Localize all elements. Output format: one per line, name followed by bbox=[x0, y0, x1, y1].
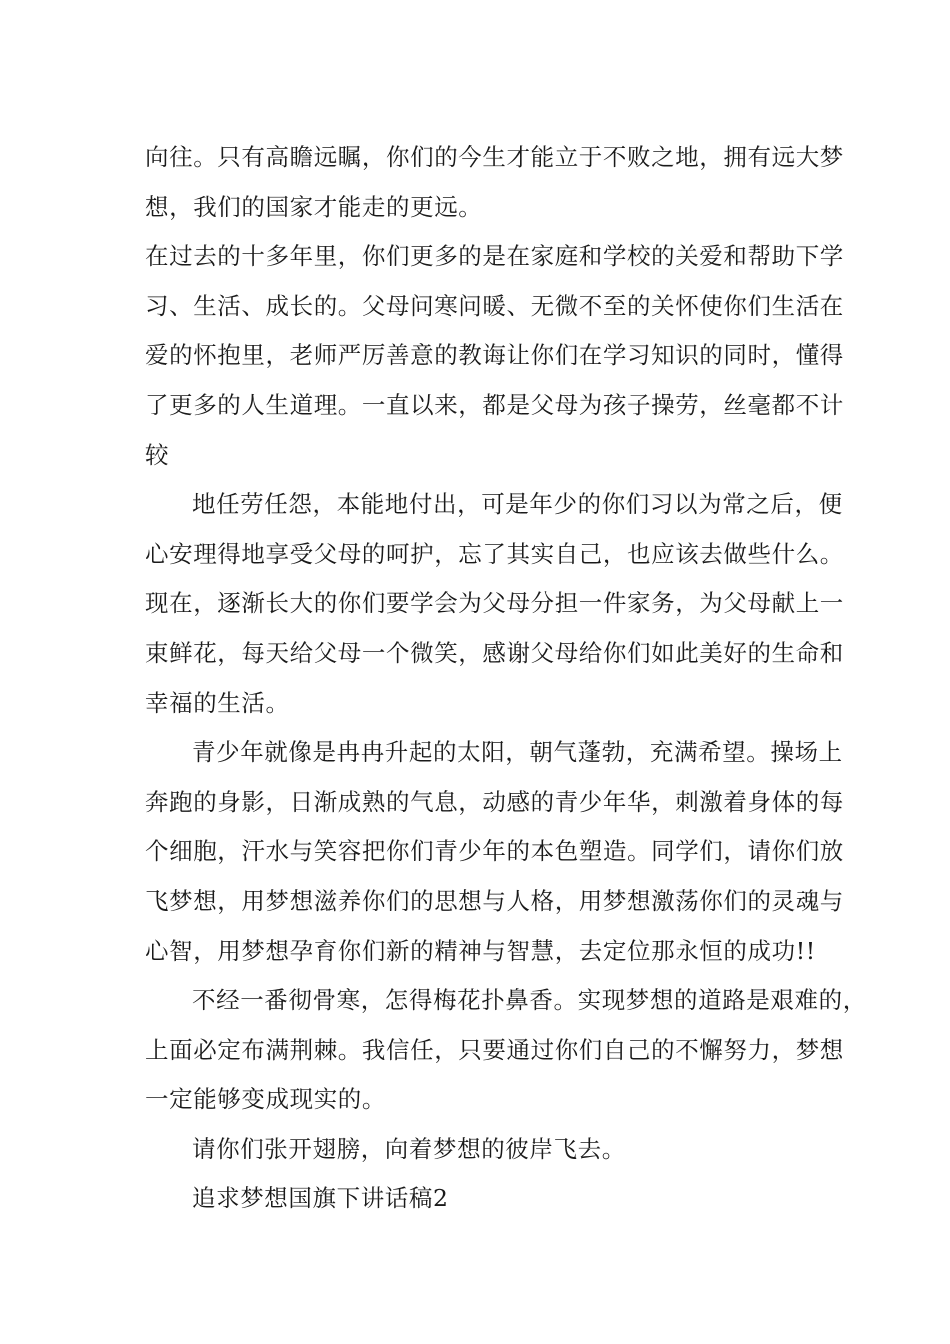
text-line: 一定能够变成现实的。 bbox=[145, 1085, 386, 1114]
paragraph-first-line: 地任劳任怨，本能地付出，可是年少的你们习以为常之后，便 bbox=[192, 490, 843, 519]
text-line: 想，我们的国家才能走的更远。 bbox=[145, 192, 483, 221]
paragraph-first-line: 青少年就像是冉冉升起的太阳，朝气蓬勃，充满希望。操场上 bbox=[192, 738, 843, 767]
document-body bbox=[145, 133, 867, 1224]
text-line: 奔跑的身影，日渐成熟的气息，动感的青少年华，刺激着身体的每 bbox=[145, 787, 844, 816]
text-line: 了更多的人生道理。一直以来，都是父母为孩子操劳，丝毫都不计 bbox=[145, 390, 844, 419]
text-line: 上面必定布满荆棘。我信任，只要通过你们自己的不懈努力，梦想 bbox=[145, 1035, 844, 1064]
text-line: 心安理得地享受父母的呵护，忘了其实自己，也应该去做些什么。 bbox=[145, 539, 844, 568]
text-line: 个细胞，汗水与笑容把你们青少年的本色塑造。同学们，请你们放 bbox=[145, 837, 844, 866]
text-line: 飞梦想，用梦想滋养你们的思想与人格，用梦想激荡你们的灵魂与 bbox=[145, 886, 844, 915]
text-line: 较 bbox=[145, 440, 170, 469]
paragraph-first-line: 不经一番彻骨寒，怎得梅花扑鼻香。实现梦想的道路是艰难的， bbox=[192, 986, 867, 1015]
text-line: 爱的怀抱里，老师严厉善意的教诲让你们在学习知识的同时，懂得 bbox=[145, 341, 844, 370]
section-heading: 追求梦想国旗下讲话稿2 bbox=[192, 1184, 449, 1213]
text-line: 束鲜花，每天给父母一个微笑，感谢父母给你们如此美好的生命和 bbox=[145, 638, 844, 667]
text-line: 习、生活、成长的。父母问寒问暖、无微不至的关怀使你们生活在 bbox=[145, 291, 844, 320]
text-line: 现在，逐渐长大的你们要学会为父母分担一件家务，为父母献上一 bbox=[145, 589, 844, 618]
text-line: 向往。只有高瞻远瞩，你们的今生才能立于不败之地，拥有远大梦 bbox=[145, 143, 844, 171]
text-line: 心智，用梦想孕育你们新的精神与智慧，去定位那永恒的成功!! bbox=[145, 936, 816, 965]
text-line: 幸福的生活。 bbox=[145, 688, 290, 717]
paragraph-first-line: 请你们张开翅膀，向着梦想的彼岸飞去。 bbox=[192, 1134, 626, 1163]
text-line: 在过去的十多年里，你们更多的是在家庭和学校的关爱和帮助下学 bbox=[145, 242, 844, 271]
